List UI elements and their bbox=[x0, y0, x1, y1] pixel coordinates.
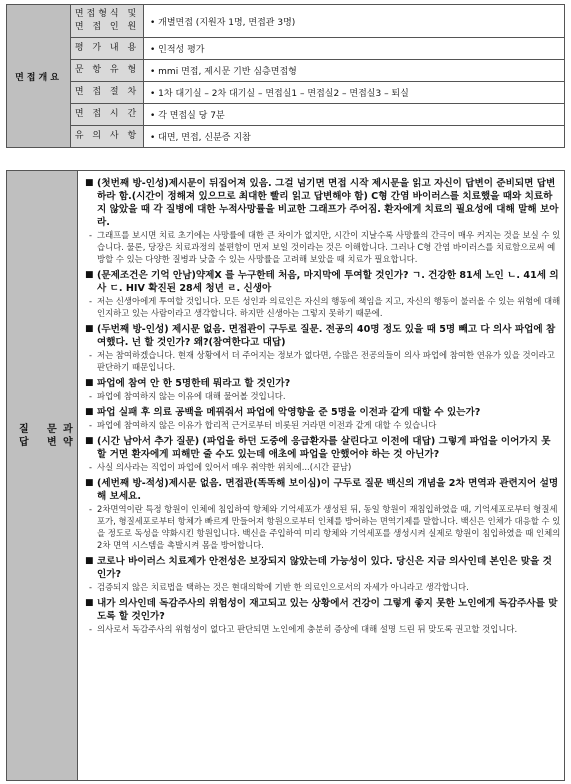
dash-icon: - bbox=[89, 296, 93, 306]
question-item bbox=[85, 406, 561, 419]
question-text: (시간 남아서 추가 질문) (파업을 하던 도중에 응급환자를 살린다고 이전에 대답) 그렇게 파업을 이어가지 못 할 거면 환자에게 피해만 줄 수도 있는데 애초에 파업을 안했어야 하는 것 아닌가? bbox=[97, 436, 551, 460]
question-item bbox=[85, 269, 561, 295]
qa-section-label-mid: 문 변 bbox=[47, 424, 57, 448]
square-bullet-icon: ■ bbox=[85, 324, 94, 334]
dash-icon: - bbox=[89, 624, 93, 634]
question-text: 내가 의사인데 독감주사의 위험성이 재고되고 있는 상황에서 건강이 그렇게 좋지 못한 노인에게 독감주사를 맞도록 할 것인가? bbox=[97, 598, 558, 622]
question-text: 파업 실패 후 의료 공백을 메꿔줘서 파업에 악영향을 준 5명을 이전과 같게 대할 수 있는가? bbox=[97, 407, 481, 418]
answer-text: 검증되지 않은 치료법을 택하는 것은 현대의학에 기반 한 의료인으로서의 자세가 아니라고 생각합니다. bbox=[97, 582, 469, 592]
dash-icon: - bbox=[89, 350, 93, 360]
question-text: 코로나 바이러스 치료제가 안전성은 보장되지 않았는데 가능성이 있다. 당신은 지금 의사인데 본인은 맞을 것인가? bbox=[97, 556, 552, 580]
question-text: (첫번째 방-인성)제시문이 뒤집어져 있음. 그걸 넘기면 면접 시작 제시문을 읽고 자신이 답변이 준비되면 답변하라 함.(시간이 정해져 있으므로 최대한 빨리 읽고 답변해야 함) C형 간염 바이러스를 치료했을 때와 치료하지 않았을 때 각 질병에 대한 누적사망률을 비교한 그래프가 주어짐. 환자에게 치료의 필요성에 대해 말해 보아라. bbox=[97, 178, 559, 228]
square-bullet-icon: ■ bbox=[85, 378, 94, 388]
answer-text: 사실 의사라는 직업이 파업에 있어서 매우 취약한 위치에...(시간 끝남) bbox=[97, 462, 352, 472]
square-bullet-icon: ■ bbox=[85, 598, 94, 608]
question-item bbox=[85, 477, 561, 503]
answer-item bbox=[85, 295, 561, 319]
overview-label: 면 접 절 차 bbox=[71, 82, 144, 104]
answer-text: 저는 참여하겠습니다. 현재 상황에서 더 주어지는 정보가 없다면, 수많은 전공의들이 의사 파업에 참여한 연유가 있을 것이라고 판단하기 때문입니다. bbox=[97, 350, 555, 372]
qa-section-label-right: 과 약 bbox=[63, 424, 73, 448]
question-text: (문제조건은 기억 안남)약제X 를 누구한테 처음, 마지막에 투여할 것인가? ㄱ. 건강한 81세 노인 ㄴ. 41세 의사 ㄷ. HIV 확진된 28세 청년 ㄹ. 신생아 bbox=[97, 270, 559, 294]
dash-icon: - bbox=[89, 420, 93, 430]
answer-text: 의사로서 독감주사의 위험성이 없다고 판단되면 노인에게 충분히 증상에 대해 설명 드린 뒤 맞도록 권고할 것입니다. bbox=[97, 624, 518, 634]
question-item bbox=[85, 555, 561, 581]
qa-summary-table bbox=[6, 170, 565, 781]
overview-section-label: 면접개요 bbox=[7, 5, 71, 148]
overview-label: 평 가 내 용 bbox=[71, 38, 144, 60]
dash-icon: - bbox=[89, 504, 93, 514]
answer-item bbox=[85, 419, 561, 431]
question-text: (두번째 방-인성) 제시문 없음. 면접관이 구두로 질문. 전공의 40명 정도 있을 때 5명 빼고 다 의사 파업에 참여했다. 넌 할 것인가? 왜?(참여한다고 대답) bbox=[97, 324, 556, 348]
square-bullet-icon: ■ bbox=[85, 407, 94, 417]
qa-section-label bbox=[7, 171, 78, 780]
square-bullet-icon: ■ bbox=[85, 178, 94, 188]
dash-icon: - bbox=[89, 462, 93, 472]
answer-item bbox=[85, 623, 561, 635]
question-item bbox=[85, 177, 561, 229]
overview-label: 문 항 유 형 bbox=[71, 60, 144, 82]
overview-label: 유 의 사 항 bbox=[71, 126, 144, 148]
question-item bbox=[85, 323, 561, 349]
overview-label: 면 접 시 간 bbox=[71, 104, 144, 126]
overview-value: • mmi 면접, 제시문 기반 심층면접형 bbox=[144, 60, 565, 82]
overview-value: • 1차 대기실 – 2차 대기실 – 면접실1 – 면접실2 – 면접실3 – 퇴실 bbox=[144, 82, 565, 104]
overview-label: 면접형식 및 면 접 인 원 bbox=[71, 5, 144, 38]
answer-text: 그래프를 보시면 치료 초기에는 사망률에 대한 큰 차이가 없지만, 시간이 지날수록 사망률의 간극이 매우 커지는 것을 보실 수 있습니다. 물론, 당장은 치료과정의 불편함이 먼저 보일 것이라는 것은 이해합니다. 그러나 C형 간염 바이러스를 치료함으로써 예방할 수 있는 다양한 질병과 낮출 수 있는 사망률을 고려해 보았을 때 치료가 필요합니다. bbox=[97, 230, 561, 264]
answer-item bbox=[85, 581, 561, 593]
answer-item bbox=[85, 349, 561, 373]
question-item bbox=[85, 377, 561, 390]
dash-icon: - bbox=[89, 230, 93, 240]
square-bullet-icon: ■ bbox=[85, 270, 94, 280]
question-text: (세번째 방-적성)제시문 없음. 면접관(똑똑해 보이심)이 구두로 질문 백신의 개념을 2차 면역과 관련지어 설명해 보세요. bbox=[97, 478, 559, 502]
overview-value: • 개별면접 (지원자 1명, 면접관 3명) bbox=[144, 5, 565, 38]
interview-overview-table bbox=[6, 4, 565, 148]
answer-item bbox=[85, 503, 561, 551]
question-item bbox=[85, 435, 561, 461]
square-bullet-icon: ■ bbox=[85, 478, 94, 488]
question-item bbox=[85, 597, 561, 623]
answer-item bbox=[85, 390, 561, 402]
overview-value: • 인적성 평가 bbox=[144, 38, 565, 60]
question-text: 파업에 참여 안 한 5명한테 뭐라고 할 것인가? bbox=[97, 378, 291, 389]
answer-text: 2차면역이란 특정 항원이 인체에 침입하여 항체와 기억세포가 생성된 뒤, 동일 항원이 재침입하였을 때, 기억세포로부터 형질세포가, 형질세포로부터 항체가 빠르게 만들어져 항원으로부터 인체를 방어하는 면역기제를 말합니다. 백신은 인체가 대응할 수 있을 정도로 독성을 약화시킨 항원입니다. 백신을 주입하여 미리 항체와 기억세포를 생성시켜 실제로 항원이 침입하였을 때 인체의 2차 면역 시스템을 촉발시켜 몸을 방어합니다. bbox=[97, 504, 561, 550]
dash-icon: - bbox=[89, 582, 93, 592]
answer-item bbox=[85, 229, 561, 265]
answer-item bbox=[85, 461, 561, 473]
qa-list bbox=[85, 177, 561, 639]
answer-text: 파업에 참여하지 않는 이유에 대해 물어볼 것입니다. bbox=[97, 391, 286, 401]
dash-icon: - bbox=[89, 391, 93, 401]
square-bullet-icon: ■ bbox=[85, 436, 94, 446]
square-bullet-icon: ■ bbox=[85, 556, 94, 566]
overview-value: • 각 면접실 당 7분 bbox=[144, 104, 565, 126]
answer-text: 저는 신생아에게 투여할 것입니다. 모든 성인과 의료인은 자신의 행동에 책임을 지고, 자신의 행동이 불러올 수 있는 위험에 대해 인지하고 있는 사람이라고 생각합니다. 하지만 신생아는 그렇지 못하기 때문에. bbox=[97, 296, 561, 318]
overview-value: • 대면, 면접, 신분증 지참 bbox=[144, 126, 565, 148]
qa-section-label-left: 질 답 bbox=[19, 424, 29, 448]
answer-text: 파업에 참여하지 않은 이유가 합리적 근거로부터 비롯된 거라면 이전과 같게 대할 수 있습니다 bbox=[97, 420, 437, 430]
